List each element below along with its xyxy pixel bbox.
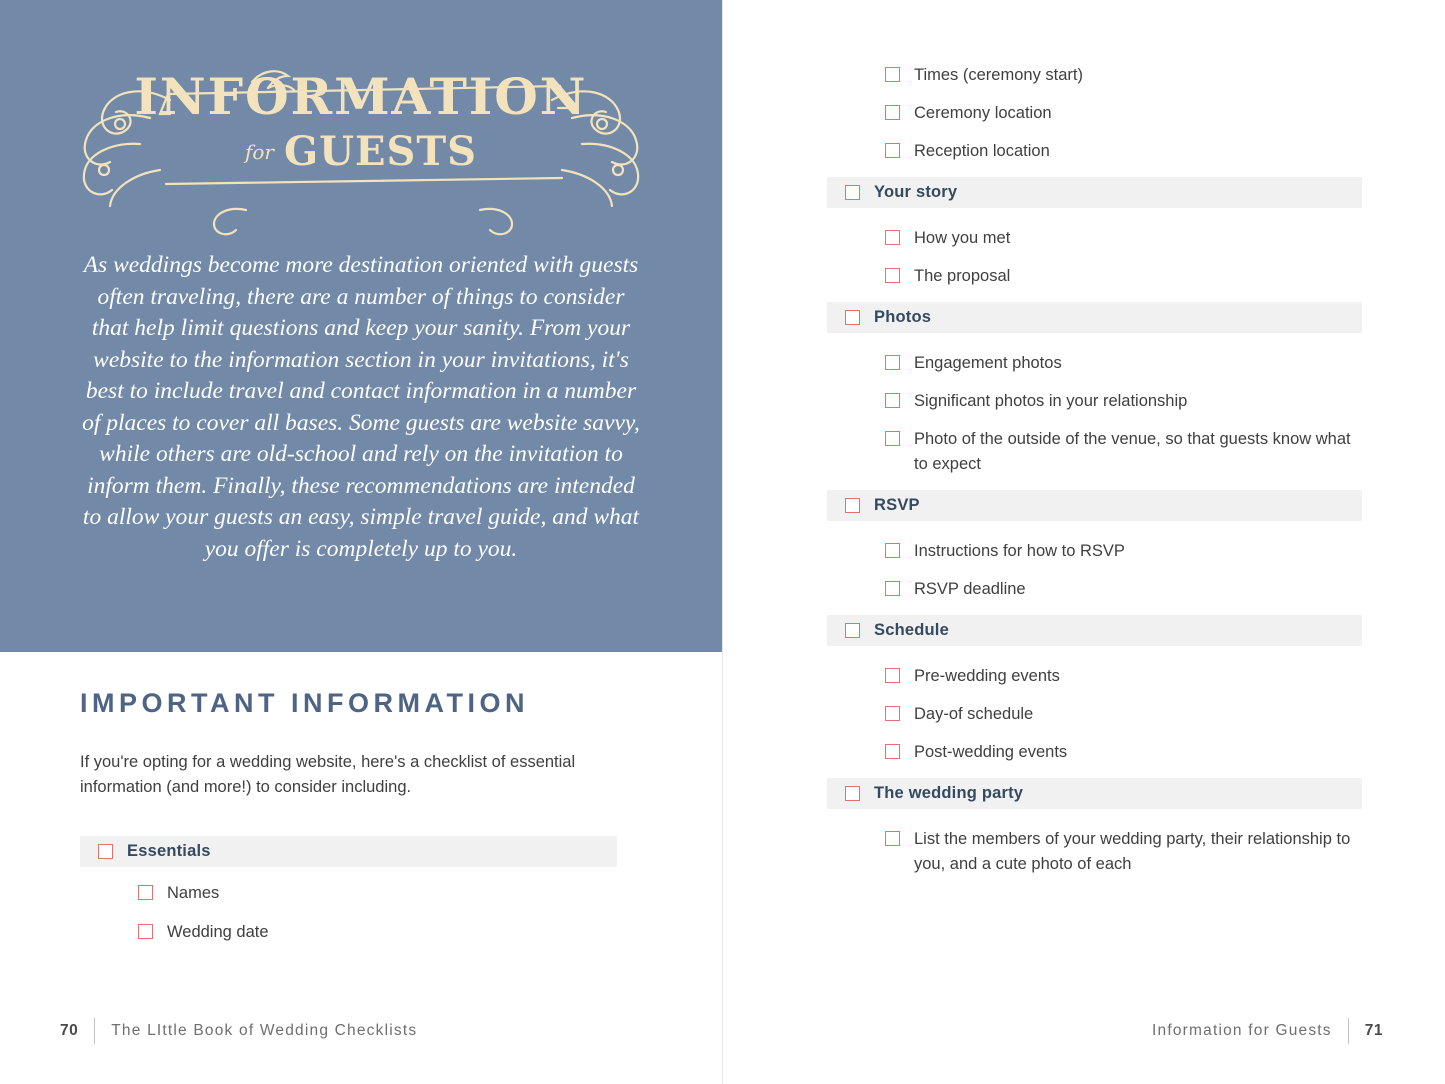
hero-title-information: INFORMATION (134, 67, 588, 126)
checklist-group (827, 778, 1362, 877)
checklist-item-label: Ceremony location (914, 104, 1052, 122)
checklist-item[interactable] (827, 664, 1362, 689)
checkbox-icon[interactable] (885, 268, 900, 283)
continued-items-block (827, 63, 1362, 164)
checklist-item[interactable] (827, 702, 1362, 727)
checklist-group (827, 302, 1362, 477)
right-page (722, 0, 1445, 1084)
checklist-item[interactable] (827, 351, 1362, 376)
checklist-item[interactable] (827, 139, 1362, 164)
checklist-group (827, 177, 1362, 289)
checklist-group-header[interactable] (80, 836, 617, 867)
footer-divider (1348, 1018, 1349, 1044)
footer-right (1152, 1018, 1383, 1044)
hero-banner (0, 0, 722, 652)
checklist-item[interactable] (827, 226, 1362, 251)
checklist-group-label: The wedding party (874, 784, 1024, 802)
checklist-item-label: Significant photos in your relationship (914, 392, 1188, 410)
page-title: IMPORTANT INFORMATION (80, 688, 529, 718)
footer-left (60, 1018, 417, 1044)
checkbox-icon[interactable] (845, 623, 860, 638)
checklist-item-label: Wedding date (167, 923, 269, 941)
checklist-item-label: Post-wedding events (914, 743, 1068, 761)
checklist-item-label: Pre-wedding events (914, 667, 1060, 685)
checklist-group-header[interactable] (827, 302, 1362, 333)
checkbox-icon[interactable] (885, 831, 900, 846)
checkbox-icon[interactable] (98, 844, 113, 859)
checkbox-icon[interactable] (885, 67, 900, 82)
checklist-item-label: Engagement photos (914, 354, 1062, 372)
checkbox-icon[interactable] (885, 143, 900, 158)
checklist-item-label: Instructions for how to RSVP (914, 542, 1125, 560)
checklist-item-label: List the members of your wedding party, their relationship to you, and a cute photo of each (914, 830, 1351, 873)
checkbox-icon[interactable] (885, 706, 900, 721)
right-checklist (827, 63, 1362, 890)
checklist-item[interactable] (827, 827, 1362, 877)
checkbox-icon[interactable] (138, 885, 153, 900)
checkbox-icon[interactable] (138, 924, 153, 939)
checklist-item[interactable] (827, 63, 1362, 88)
checkbox-icon[interactable] (885, 581, 900, 596)
checkbox-icon[interactable] (845, 185, 860, 200)
checklist-group-header[interactable] (827, 177, 1362, 208)
checklist-item[interactable] (827, 577, 1362, 602)
checklist-group-label: Schedule (874, 621, 949, 639)
checkbox-icon[interactable] (885, 543, 900, 558)
checklist-item-label: Reception location (914, 142, 1050, 160)
checkbox-icon[interactable] (885, 744, 900, 759)
checklist-item[interactable] (80, 920, 617, 945)
checkbox-icon[interactable] (845, 498, 860, 513)
checkbox-icon[interactable] (885, 355, 900, 370)
checklist-item-label: Times (ceremony start) (914, 66, 1083, 84)
checklist-group-label: RSVP (874, 496, 920, 514)
ornamental-flourish-icon (0, 58, 722, 238)
checklist-item-label: How you met (914, 229, 1011, 247)
checklist-item-label: The proposal (914, 267, 1011, 285)
left-checklist (80, 836, 617, 945)
checklist-group (80, 836, 617, 945)
checklist-item[interactable] (827, 389, 1362, 414)
checklist-group-label: Photos (874, 308, 932, 326)
chapter-title: Information for Guests (1152, 1022, 1332, 1039)
checkbox-icon[interactable] (885, 230, 900, 245)
checkbox-icon[interactable] (885, 105, 900, 120)
checkbox-icon[interactable] (885, 431, 900, 446)
checklist-group (827, 490, 1362, 602)
checklist-item[interactable] (827, 101, 1362, 126)
checklist-item-label: Photo of the outside of the venue, so that guests know what to expect (914, 430, 1351, 473)
checklist-item[interactable] (80, 881, 617, 906)
checkbox-icon[interactable] (885, 668, 900, 683)
checklist-group-label: Your story (874, 183, 958, 201)
checklist-item[interactable] (827, 264, 1362, 289)
page-number: 71 (1364, 1022, 1383, 1039)
book-title: The LIttle Book of Wedding Checklists (111, 1022, 418, 1039)
lead-paragraph: If you're opting for a wedding website, here's a checklist of essential information (and more!) to consider including. (80, 753, 576, 796)
page-number: 70 (60, 1022, 79, 1039)
hero-title-for: for (244, 139, 274, 164)
checkbox-icon[interactable] (885, 393, 900, 408)
footer-divider (94, 1018, 95, 1044)
checklist-item-label: Names (167, 884, 220, 902)
checklist-group (827, 615, 1362, 765)
checklist-group-header[interactable] (827, 615, 1362, 646)
hero-intro-paragraph: As weddings become more destination oriented with guests often traveling, there are a number of things to consider that help limit questions and keep your sanity. From your website to the information section in your invitations, it's best to include travel and contact information in a number of places to cover all bases. Some guests are website savvy, while others are old-school and rely on the invitation to inform them. Finally, these recommendations are intended to allow your guests an easy, simple travel guide, and what you offer is completely up to you. (82, 252, 640, 562)
checkbox-icon[interactable] (845, 786, 860, 801)
checklist-group-header[interactable] (827, 778, 1362, 809)
checklist-item-label: Day-of schedule (914, 705, 1034, 723)
checklist-group-header[interactable] (827, 490, 1362, 521)
checklist-group-label: Essentials (127, 842, 211, 860)
checklist-item[interactable] (827, 427, 1362, 477)
checklist-item[interactable] (827, 539, 1362, 564)
checklist-item-label: RSVP deadline (914, 580, 1026, 598)
checkbox-icon[interactable] (845, 310, 860, 325)
hero-title-guests: GUESTS (283, 128, 478, 175)
page-spine (722, 0, 723, 1084)
left-page (0, 0, 722, 1084)
checklist-item[interactable] (827, 740, 1362, 765)
